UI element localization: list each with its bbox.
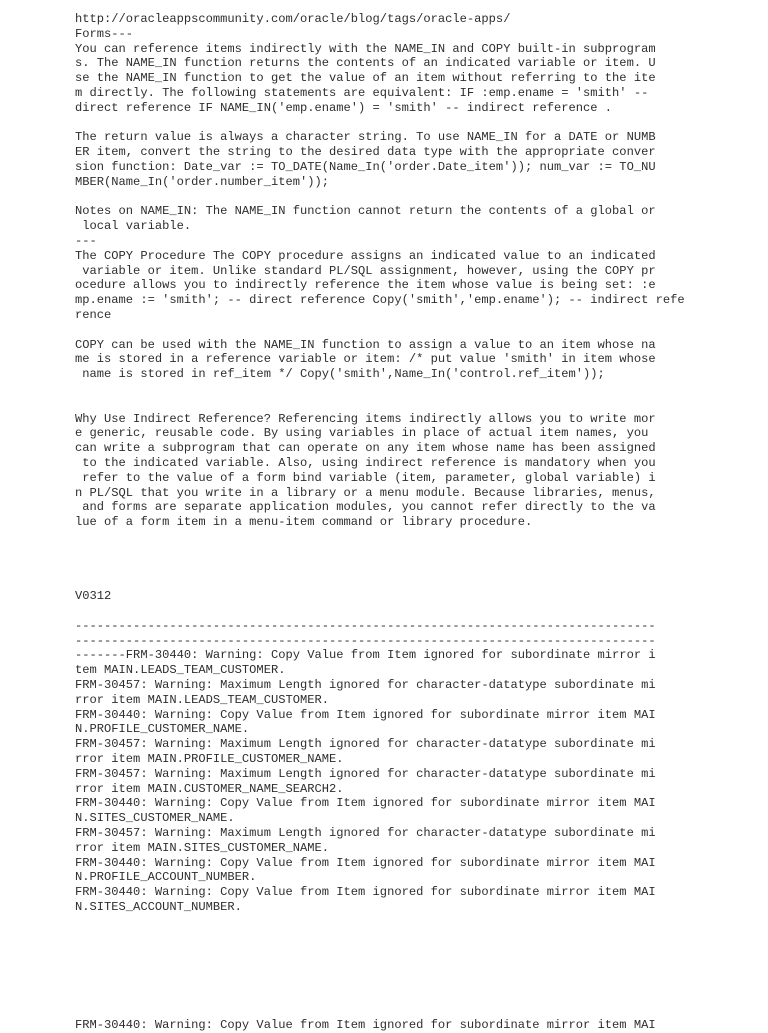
document-text-line: mp.ename := 'smith'; -- direct reference Copy('smith','emp.ename'); -- indirect refe	[75, 293, 685, 308]
document-text-line: Why Use Indirect Reference? Referencing items indirectly allows you to write mor	[75, 411, 656, 426]
document-text-line: The return value is always a character string. To use NAME_IN for a DATE or NUMB	[75, 130, 656, 145]
document-text-line: variable or item. Unlike standard PL/SQL assignment, however, using the COPY pr	[75, 263, 656, 278]
document-text-line: You can reference items indirectly with the NAME_IN and COPY built-in subprogram	[75, 41, 656, 56]
document-text-line: FRM-30457: Warning: Maximum Length ignored for character-datatype subordinate mi	[75, 826, 656, 840]
document-text-line: Notes on NAME_IN: The NAME_IN function cannot return the contents of a global or	[75, 204, 656, 219]
document-text-line: e generic, reusable code. By using variables in place of actual item names, you	[75, 426, 649, 441]
document-text-line: COPY can be used with the NAME_IN function to assign a value to an item whose na	[75, 337, 656, 352]
document-text-line: FRM-30440: Warning: Copy Value from Item ignored for subordinate mirror item MAI	[75, 1018, 656, 1033]
document-text-line: The COPY Procedure The COPY procedure assigns an indicated value to an indicated	[75, 248, 656, 263]
document-text-line[interactable]: http://oracleappscommunity.com/oracle/blog/tags/oracle-apps/	[75, 12, 511, 26]
document-text-line: FRM-30457: Warning: Maximum Length ignored for character-datatype subordinate mi	[75, 737, 656, 752]
document-text-line: rror item MAIN.LEADS_TEAM_CUSTOMER.	[75, 692, 330, 707]
document-text-line: rror item MAIN.CUSTOMER_NAME_SEARCH2.	[75, 781, 344, 796]
document-text-line: sion function: Date_var := TO_DATE(Name_In('order.Date_item')); num_var := TO_NU	[75, 160, 656, 174]
document-text-line: FRM-30440: Warning: Copy Value from Item ignored for subordinate mirror item MAI	[75, 855, 656, 870]
document-text-line: ocedure allows you to indirectly reference the item whose value is being set: :e	[75, 278, 656, 293]
document-text-line: can write a subprogram that can operate on any item whose name has been assigned	[75, 441, 656, 456]
document-text-line: direct reference IF NAME_IN('emp.ename') = 'smith' -- indirect reference .	[75, 100, 613, 115]
document-text-line: me is stored in a reference variable or item: /* put value 'smith' in item whose	[75, 352, 656, 367]
document-text-line: name is stored in ref_item */ Copy('smith',Name_In('control.ref_item'));	[75, 367, 605, 382]
document-text-line: FRM-30440: Warning: Copy Value from Item ignored for subordinate mirror item MAI	[75, 796, 656, 811]
document-text-line: N.PROFILE_ACCOUNT_NUMBER.	[75, 870, 257, 885]
document-text-line: --------------------------------------------------------------------------------	[75, 618, 656, 633]
document-text-line: rence	[75, 308, 112, 322]
document-text-line: refer to the value of a form bind variable (item, parameter, global variable) i	[75, 470, 656, 485]
document-text-line: m directly. The following statements are equivalent: IF :emp.ename = 'smith' --	[75, 86, 649, 100]
document-text-line: rror item MAIN.PROFILE_CUSTOMER_NAME.	[75, 752, 344, 766]
document-text-line: Forms---	[75, 26, 134, 41]
document-text-line: and forms are separate application modules, you cannot refer directly to the va	[75, 500, 656, 515]
document-text-line: FRM-30440: Warning: Copy Value from Item ignored for subordinate mirror item MAI	[75, 707, 656, 722]
document-text-line: n PL/SQL that you write in a library or a menu module. Because libraries, menus,	[75, 485, 656, 500]
document-text-line: V0312	[75, 589, 112, 604]
document-text-line: N.PROFILE_CUSTOMER_NAME.	[75, 722, 250, 737]
document-text-line: local variable.	[75, 219, 192, 234]
document-text-line: FRM-30457: Warning: Maximum Length ignored for character-datatype subordinate mi	[75, 766, 656, 781]
document-text-line: MBER(Name_In('order.number_item'));	[75, 174, 330, 189]
document-text-line: ER item, convert the string to the desired data type with the appropriate conver	[75, 145, 656, 160]
document-text-line: FRM-30440: Warning: Copy Value from Item ignored for subordinate mirror item MAI	[75, 885, 656, 900]
document-text-line: se the NAME_IN function to get the value of an item without referring to the ite	[75, 71, 656, 86]
document-text-line: FRM-30457: Warning: Maximum Length ignored for character-datatype subordinate mi	[75, 678, 656, 692]
document-text-line: rror item MAIN.SITES_CUSTOMER_NAME.	[75, 840, 330, 855]
document-text-line: s. The NAME_IN function returns the contents of an indicated variable or item. U	[75, 56, 656, 71]
document-text-line: -------FRM-30440: Warning: Copy Value from Item ignored for subordinate mirror i	[75, 648, 656, 663]
document-text-line: tem MAIN.LEADS_TEAM_CUSTOMER.	[75, 663, 286, 678]
document-text-line: N.SITES_CUSTOMER_NAME.	[75, 811, 235, 826]
document-text-line: --------------------------------------------------------------------------------	[75, 633, 656, 648]
document-text-line: ---	[75, 234, 97, 248]
document-text-line: lue of a form item in a menu-item command or library procedure.	[75, 515, 533, 530]
document-text-line: to the indicated variable. Also, using indirect reference is mandatory when you	[75, 456, 656, 470]
document-text-line: N.SITES_ACCOUNT_NUMBER.	[75, 900, 242, 914]
